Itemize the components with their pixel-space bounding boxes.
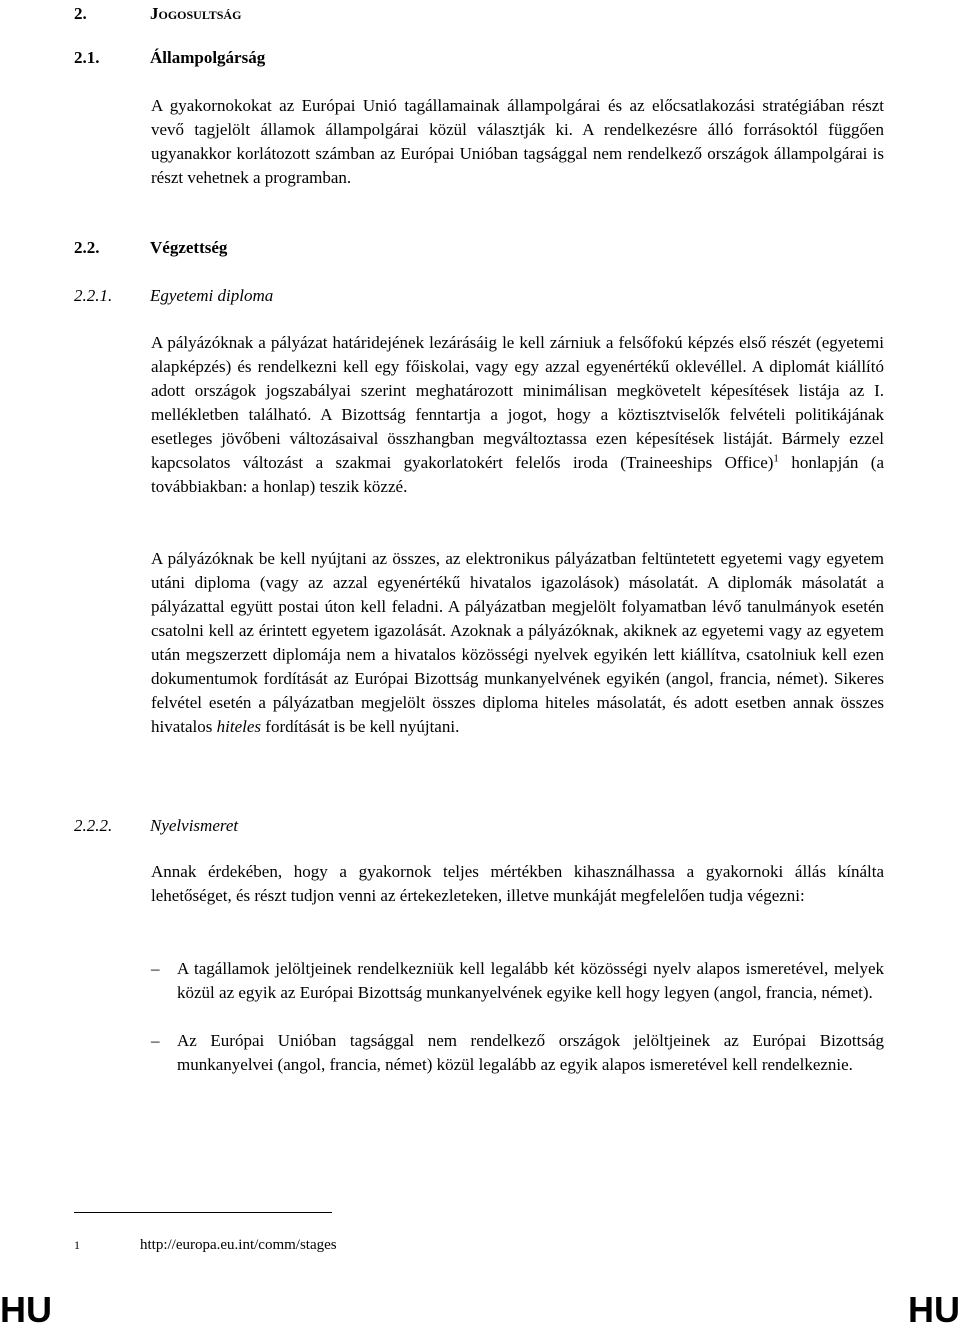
paragraph-diploma-requirements: [151, 331, 884, 499]
dash-bullet-icon: –: [151, 1031, 160, 1050]
dash-bullet-icon: –: [151, 959, 160, 978]
paragraph-text: Annak érdekében, hogy a gyakornok teljes mértékben kihasználhassa a gyakornoki állás kínálta lehetőséget, és részt tudjon venni az értekezleteken, illetve munkáját megfelelően tudja végezni:: [151, 862, 884, 905]
section-number: 2.2.: [74, 238, 100, 257]
section-number: 2.2.1.: [74, 286, 113, 305]
paragraph-text: honlapján (a továbbiakban: a honlap) teszik közzé.: [151, 453, 884, 496]
language-code-left: HU: [0, 1289, 52, 1330]
paragraph-text: fordítását is be kell nyújtani.: [261, 717, 460, 736]
section-number: 2.: [74, 4, 87, 23]
footnote-divider: [74, 1212, 332, 1213]
paragraph-citizenship: [151, 94, 884, 190]
section-title: Egyetemi diploma: [150, 286, 274, 305]
list-item: [151, 957, 884, 1005]
paragraph-text: A pályázóknak a pályázat határidejének lezárásáig le kell zárniuk a felsőfokú képzés első részét (egyetemi alapképzés) és rendelkezni kell egy főiskolai, vagy egy azzal egyenértékű oklevéllel. A diplomát kiállító adott országok jogszabályai szerint meghatározott minimálisan megkövetelt képesítések listája az I. mellékletben található. A Bizottság fenntartja a jogot, hogy a köztisztviselők felvételi politikájának esetleges jövőbeni változásaival összhangban megváltoztassa ezen képesítések listáját. Bármely ezzel kapcsolatos változást a szakmai gyakorlatokért felelős iroda (Traineeships Office): [151, 333, 884, 472]
language-requirements-list: [151, 957, 884, 1077]
paragraph-language-intro: [151, 860, 884, 908]
section-title: Állampolgárság: [150, 48, 266, 67]
section-title: Nyelvismeret: [150, 816, 239, 835]
paragraph-text: A gyakornokokat az Európai Unió tagállamainak állampolgárai és az előcsatlakozási stratégiában részt vevő tagjelölt államok állampolgárai közül választják ki. A rendelkezésre álló forrásoktól függően ugyanakkor korlátozott számban az Európai Unióban tagsággal nem rendelkező országok állampolgárai is részt vehetnek a programban.: [151, 96, 884, 187]
list-item-text: A tagállamok jelöltjeinek rendelkezniük kell legalább két közösségi nyelv alapos ismeretével, melyek közül az egyik az Európai Bizottság munkanyelvének egyike kell hogy legyen (angol, francia, német).: [177, 959, 884, 1002]
section-heading-2-2-2: [74, 816, 238, 836]
section-heading-2-2-1: [74, 286, 273, 306]
section-title: Jogosultság: [150, 4, 242, 23]
paragraph-text: A pályázóknak be kell nyújtani az összes, az elektronikus pályázatban feltüntetett egyetemi vagy egyetem utáni diploma (vagy az azzal egyenértékű hivatalos igazolások) másolatát. A diplomák másolatát a pályázattal együtt postai úton kell feladni. A pályázatban megjelölt folyamatban lévő tanulmányok esetén csatolni kell az érintett egyetem igazolását. Azoknak a pályázóknak, akiknek az egyetemi vagy az egyetem után megszerzett diplomája nem a hivatalos közösségi nyelvek egyikén lett kiállítva, csatolniuk kell ezen dokumentumok fordítását az Európai Bizottság munkanyelvének egyikén (angol, francia, német). Sikeres felvétel esetén a pályázatban megjelölt összes diploma hiteles másolatát, és adott esetben annak összes hivatalos: [151, 549, 884, 736]
footnote: [74, 1236, 337, 1254]
section-heading-2-1: [74, 48, 265, 68]
footnote-reference: 1: [773, 452, 779, 465]
emphasized-text: hiteles: [216, 717, 262, 736]
paragraph-diploma-copies: [151, 547, 884, 739]
footnote-mark: 1: [74, 1238, 80, 1252]
list-item-text: Az Európai Unióban tagsággal nem rendelkező országok jelöltjeinek az Európai Bizottság munkanyelvei (angol, francia, német) közül legalább az egyik alapos ismeretével kell rendelkeznie.: [177, 1031, 884, 1074]
language-code-right: HU: [908, 1289, 960, 1330]
section-title: Végzettség: [150, 238, 228, 257]
footnote-link[interactable]: http://europa.eu.int/comm/stages: [140, 1237, 337, 1253]
section-heading-2: [74, 4, 241, 24]
section-number: 2.1.: [74, 48, 100, 67]
section-heading-2-2: [74, 238, 227, 258]
list-item: [151, 1029, 884, 1077]
section-number: 2.2.2.: [74, 816, 113, 835]
